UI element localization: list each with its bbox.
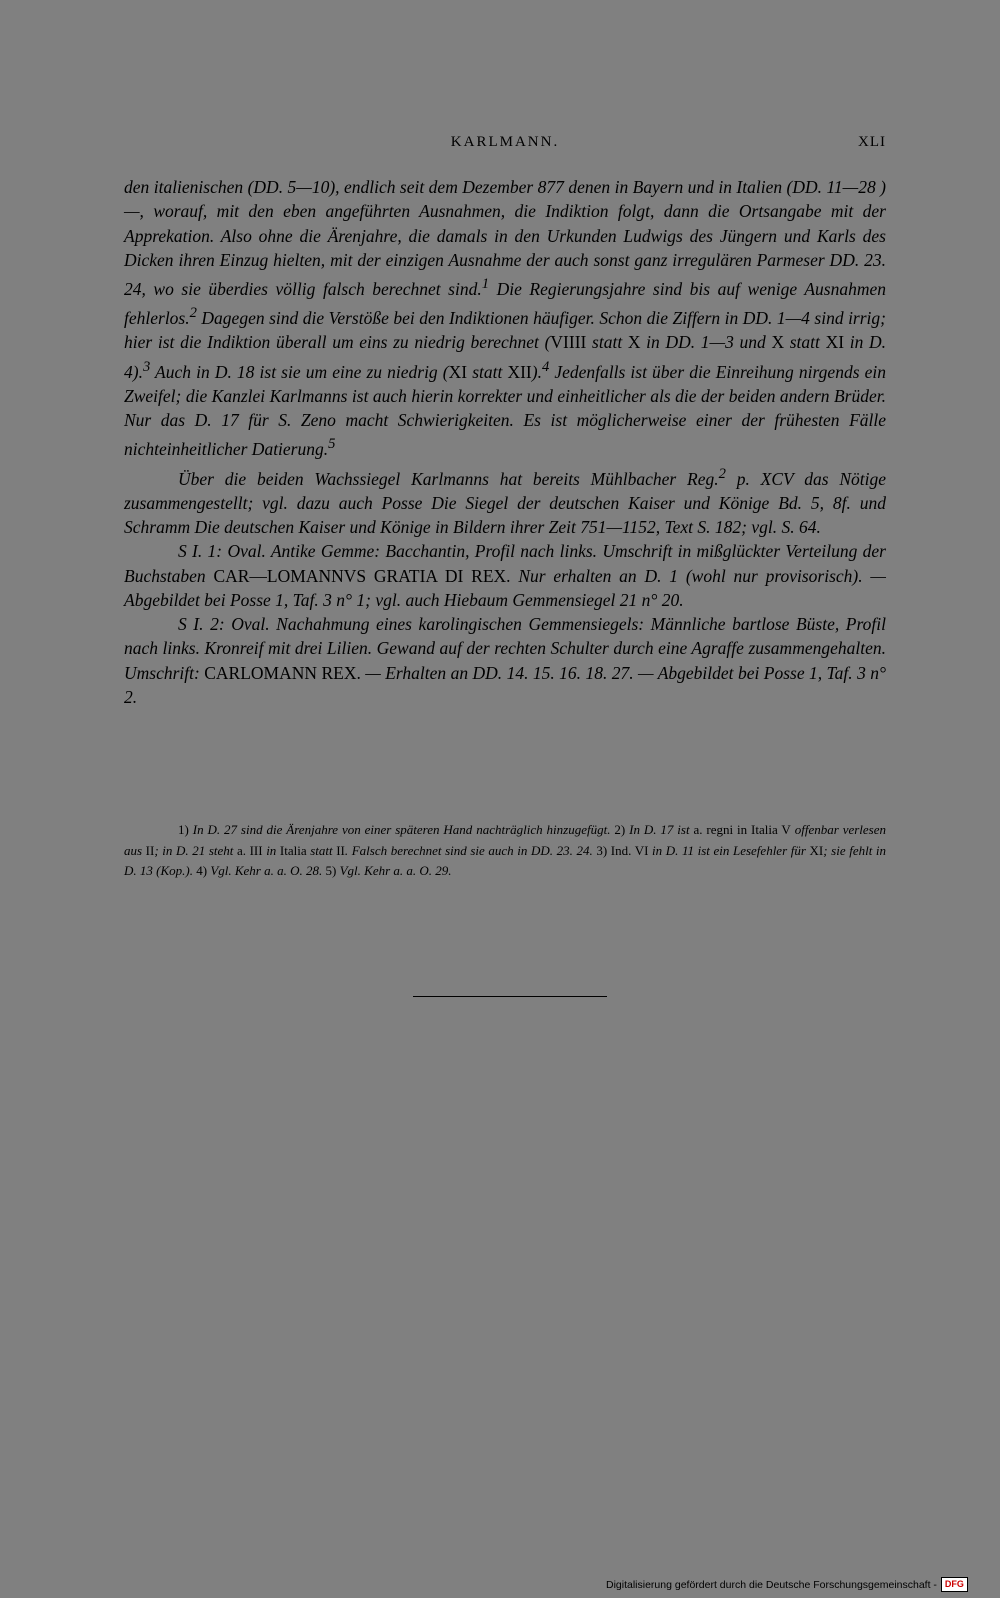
upright-text: X — [627, 332, 641, 353]
text-run: Vgl. Kehr a. a. O. 28. — [207, 863, 326, 878]
upright-text: 4) — [196, 863, 208, 878]
running-header — [124, 134, 886, 158]
text-run: in DD. 1—3 und — [640, 332, 772, 353]
page-number: XLI — [858, 134, 886, 150]
footnote-ref: 4 — [541, 358, 550, 375]
credit-text: Digitalisierung gefördert durch die Deutsche Forschungsgemeinschaft - — [606, 1578, 937, 1591]
upright-text: CAR—LOMANNVS GRATIA DI REX. — [213, 565, 511, 586]
text-run: In D. 17 ist — [625, 822, 694, 837]
text-run: S I. 1: Oval. Antike Gemme: Bacchantin, Profil nach links. Umschrift in mißglückter Verteilung der Buchstaben — [124, 541, 886, 586]
upright-text: Ind. VI — [610, 842, 649, 858]
text-run: in D. 4). — [124, 332, 887, 382]
text-run: Jedenfalls ist über die Einreihung nirgends ein Zweifel; die Kanzlei Karlmanns ist auch hierin korrekter und einheitlicher als die der beiden andern Brüder. Nur das D. 17 für S. Zeno macht Schwierigkeiten. Es ist möglicherweise einer der frühesten Fälle nichteinheitlicher Datierung. — [124, 361, 886, 460]
main-text — [124, 175, 886, 709]
upright-text: 2) — [614, 822, 626, 837]
footnote-ref: 1 — [481, 276, 490, 293]
text-run: p. XCV das Nötige zusammengestellt; vgl. dazu auch Posse Die Siegel der deutschen Kaiser und Könige Bd. 5, 8f. und Schramm Die deutschen Kaiser und Könige in Bildern ihrer Zeit 751—1152, Text S. 182; vgl. S. 64. — [124, 468, 886, 537]
text-run: — Erhalten an DD. 14. 15. 16. 18. 27. — Abgebildet bei Posse 1, Taf. 3 n° 2. — [124, 662, 886, 708]
text-run: statt — [467, 361, 508, 382]
footnote-ref: 2 — [718, 465, 726, 482]
footnote-paragraph — [124, 820, 886, 882]
upright-text: XII — [507, 361, 532, 382]
paragraph — [124, 175, 886, 462]
text-run: Vgl. Kehr a. a. O. 29. — [336, 863, 452, 878]
upright-text: 1) — [178, 822, 189, 837]
upright-text: VIIII — [550, 332, 587, 353]
text-run: S I. 2: Oval. Nachahmung eines karolingischen Gemmensiegels: Männliche bartlose Büste, Profil nach links. Kronreif mit drei Lilien. Gewand auf der rechten Schulter durch eine Agraffe zusammengehalten. Umschrift: — [124, 614, 886, 683]
text-run: Auch in D. 18 ist sie um eine zu niedrig ( — [150, 361, 449, 382]
text-run: Über die beiden Wachssiegel Karlmanns hat bereits Mühlbacher Reg. — [178, 468, 719, 489]
upright-text: II — [145, 842, 155, 858]
paragraph — [124, 612, 886, 709]
upright-text: CARLOMANN REX. — [204, 662, 361, 683]
paragraph — [124, 462, 886, 540]
upright-text: 5) — [325, 863, 337, 878]
upright-text: Italia — [279, 842, 307, 858]
upright-text: X — [771, 332, 785, 353]
text-run: statt — [784, 332, 826, 353]
upright-text: a. III — [236, 842, 263, 858]
upright-text: XI — [809, 842, 824, 858]
text-run: ). — [531, 361, 542, 382]
text-run: ; sie fehlt in D. 13 (Kop.). — [124, 842, 887, 878]
footnotes — [124, 820, 886, 882]
upright-text: XI — [448, 361, 468, 382]
upright-text: XI — [825, 332, 845, 353]
footnote-ref: 3 — [142, 358, 151, 375]
text-run: statt — [306, 842, 337, 858]
text-run: in D. 11 ist ein Lesefehler für — [648, 842, 810, 858]
paragraph — [124, 539, 886, 612]
text-run: den italienischen (DD. 5—10), endlich seit dem Dezember 877 denen in Bayern und in Italien (DD. 11—28 )—, worauf, mit den eben angeführten Ausnahmen, die Indiktion folgt, dann die Ortsangabe mit der Apprekation. Also ohne die Ärenjahre, die damals in den Urkunden Ludwigs des Jüngern und Karls des Dicken ihren Einzug hielten, mit der einzigen Ausnahme der auch sonst ganz irregulären Parmeser DD. 23. 24, wo sie überdies völlig falsch berechnet sind. — [124, 177, 886, 300]
text-run: statt — [586, 332, 628, 353]
text-run: In D. 27 sind die Ärenjahre von einer späteren Hand nachträglich hinzugefügt. — [188, 822, 615, 837]
text-run: Nur erhalten an D. 1 (wohl nur provisorisch). — Abgebildet bei Posse 1, Taf. 3 n° 1; vgl. auch Hiebaum Gemmensiegel 21 n° 20. — [124, 565, 886, 610]
text-run: ; in D. 21 steht — [154, 842, 237, 858]
footnote-ref: 5 — [328, 436, 336, 453]
end-rule — [413, 996, 607, 997]
text-run: Dagegen sind die Verstöße bei den Indiktionen häufiger. Schon die Ziffern in DD. 1—4 sind irrig; hier ist die Indiktion überall um eins zu niedrig berechnet ( — [124, 308, 886, 353]
upright-text: II — [336, 842, 345, 858]
digitization-credit — [606, 1577, 968, 1592]
running-title: KARLMANN. — [450, 134, 560, 150]
footnote-ref: 2 — [189, 305, 197, 322]
dfg-logo: DFG — [941, 1577, 968, 1592]
text-run: offenbar verlesen aus — [124, 822, 886, 858]
upright-text: a. regni in Italia V — [693, 822, 791, 837]
text-run: Die Regierungsjahre sind bis auf wenige Ausnahmen fehlerlos. — [124, 279, 886, 329]
text-run: in — [262, 842, 280, 858]
text-run: . Falsch berechnet sind sie auch in DD. 23. 24. — [344, 842, 597, 858]
upright-text: 3) — [596, 842, 608, 858]
